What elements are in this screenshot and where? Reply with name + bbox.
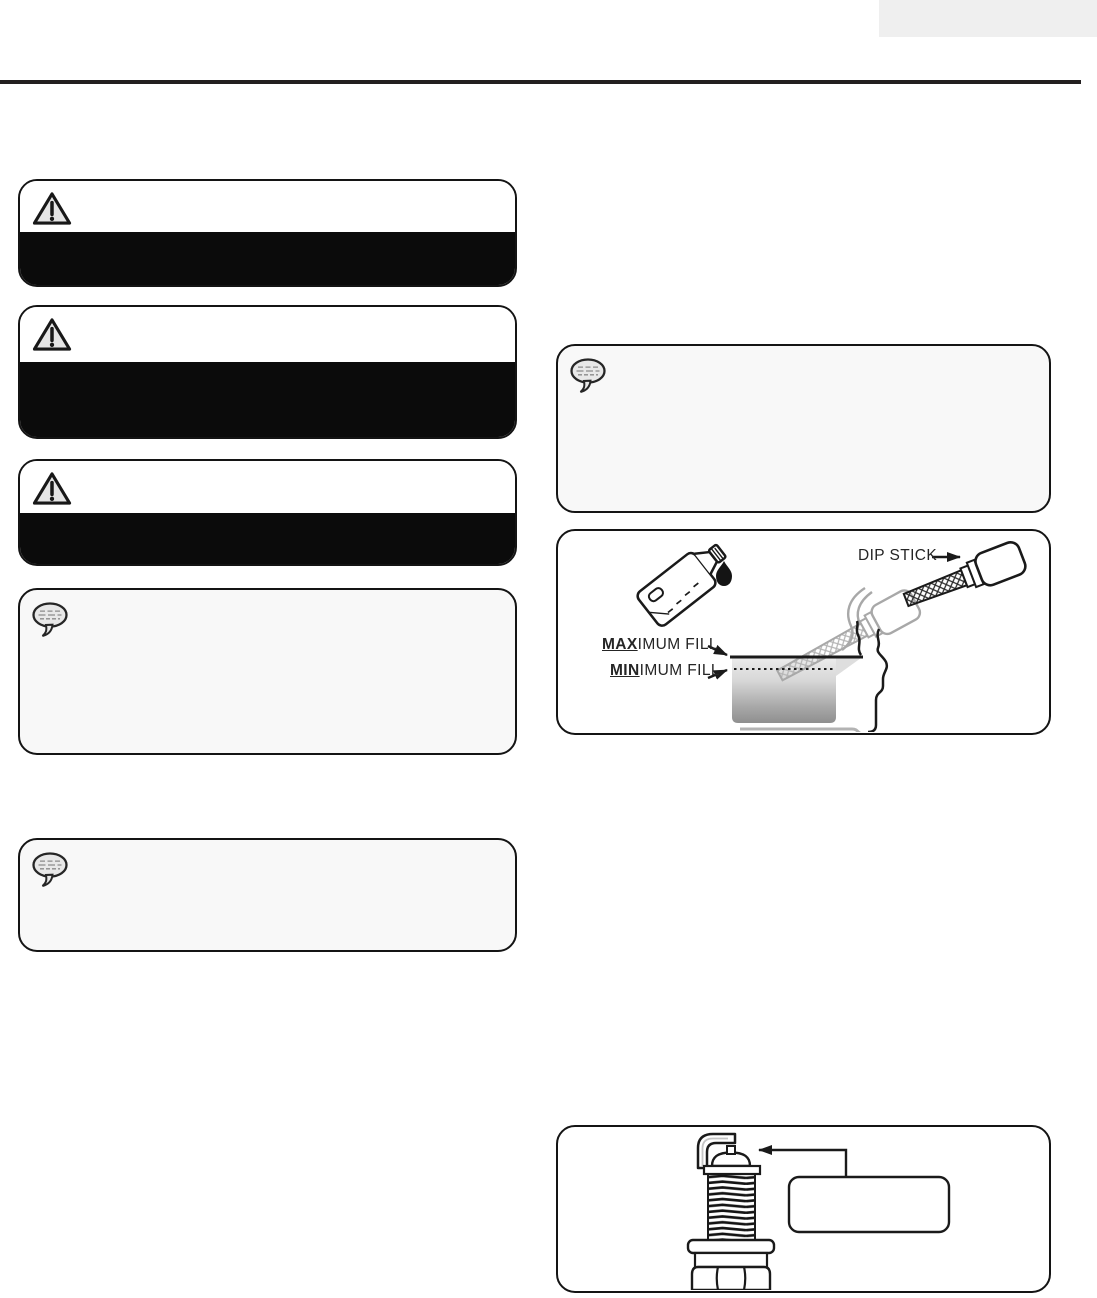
header-corner-tab: [879, 0, 1097, 37]
minimum-fill-label: MINIMUM FILL: [610, 662, 720, 679]
engine-base-line: [740, 729, 864, 732]
maximum-fill-label: MAXIMUM FILL: [602, 636, 718, 653]
threads: [708, 1174, 755, 1240]
empty-callout-box: [789, 1177, 949, 1232]
note-box-1: [18, 588, 517, 755]
oil-fill-figure: [556, 529, 1051, 735]
warning-box-1: [18, 179, 517, 287]
oil-fill-diagram: [558, 531, 1048, 732]
warning-triangle-icon: [31, 316, 73, 353]
warning-box-1-band: [20, 232, 515, 285]
terminal-arrow: [759, 1150, 846, 1177]
terminal-nub: [727, 1146, 735, 1154]
warning-triangle-icon: [31, 470, 73, 507]
spark-plug-figure: [556, 1125, 1051, 1293]
warning-box-1-header: [20, 181, 515, 232]
dipstick-inserted-ghost: [772, 588, 923, 690]
note-bubble-icon: [568, 357, 608, 394]
warning-box-2-header: [20, 307, 515, 362]
warning-box-2: [18, 305, 517, 439]
dip-stick-label: DIP STICK: [858, 547, 938, 564]
collar: [695, 1253, 767, 1267]
warning-box-3-header: [20, 461, 515, 513]
warning-triangle-icon: [31, 190, 73, 227]
spark-plug: [688, 1134, 774, 1290]
warning-box-3: [18, 459, 517, 566]
warning-box-3-band: [20, 513, 515, 564]
top-washer: [704, 1166, 760, 1174]
page-divider-rule: [0, 80, 1081, 84]
hex-nut: [692, 1267, 770, 1290]
flange: [688, 1240, 774, 1253]
note-box-2: [18, 838, 517, 952]
spark-plug-diagram: [558, 1127, 1048, 1290]
note-bubble-icon: [30, 851, 70, 888]
note-box-right: [556, 344, 1051, 513]
oil-drop: [716, 561, 732, 586]
note-bubble-icon: [30, 601, 70, 638]
warning-box-2-band: [20, 362, 515, 437]
